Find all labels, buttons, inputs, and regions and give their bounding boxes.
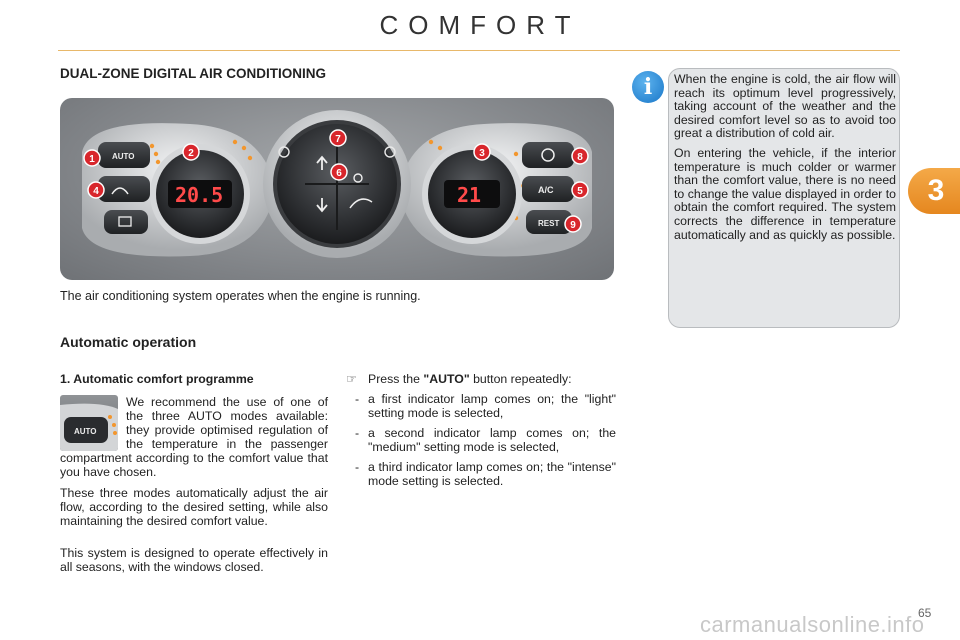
recirculation-button[interactable] bbox=[522, 142, 574, 168]
rest-button-label: REST bbox=[538, 219, 560, 228]
callout-9: 9 bbox=[570, 220, 576, 231]
auto-button-thumbnail bbox=[60, 395, 118, 451]
callout-4: 4 bbox=[93, 186, 99, 197]
right-column bbox=[346, 372, 616, 494]
right-temperature-display: 21 bbox=[457, 183, 482, 207]
callout-5: 5 bbox=[577, 186, 583, 197]
callout-6: 6 bbox=[336, 168, 342, 179]
section-title: DUAL-ZONE DIGITAL AIR CONDITIONING bbox=[60, 66, 326, 81]
thumbnail-auto-label: AUTO bbox=[74, 427, 97, 436]
callout-1: 1 bbox=[89, 154, 95, 165]
info-paragraph-entering-vehicle: On entering the vehicle, if the interior temperature is much colder or warmer than the comfort value, there is no need to change the value displayed in order to obtain the comfort required. The system corrects the difference in temperature automatically and as quickly as possible. bbox=[674, 145, 896, 242]
info-icon: i bbox=[632, 71, 664, 103]
header-divider bbox=[58, 50, 900, 51]
list-item: - a third indicator lamp comes on; the "intense" mode setting is selected. bbox=[354, 460, 616, 488]
info-paragraph-cold-engine: When the engine is cold, the air flow will reach its optimum level progressively, taking account of the weather and the desired comfort level so as to avoid too great a distribution of cold air. bbox=[674, 72, 896, 141]
page-number: 65 bbox=[918, 606, 932, 620]
control-panel-illustration bbox=[60, 98, 614, 280]
callout-3: 3 bbox=[479, 148, 485, 159]
list-item: - a second indicator lamp comes on; the "medium" setting mode is selected, bbox=[354, 426, 616, 454]
automatic-operation-title: Automatic operation bbox=[60, 334, 197, 350]
instruction-pre: Press the bbox=[368, 372, 424, 386]
instruction-auto-bold: "AUTO" bbox=[423, 372, 470, 386]
mode-list bbox=[346, 392, 616, 488]
ac-button-label: A/C bbox=[538, 185, 554, 195]
callout-8: 8 bbox=[577, 152, 583, 163]
intro-text: The air conditioning system operates when the engine is running. bbox=[60, 289, 421, 303]
control-panel-image bbox=[60, 98, 614, 280]
page-title: COMFORT bbox=[379, 10, 581, 40]
list-item: - a first indicator lamp comes on; the "light" setting mode is selected, bbox=[354, 392, 616, 420]
paragraph-auto-adjust: These three modes automatically adjust the air flow, according to the desired setting, while also maintaining the desired comfort value. bbox=[60, 486, 328, 528]
auto-button-left-label: AUTO bbox=[112, 152, 135, 161]
rear-demist-button[interactable] bbox=[104, 210, 148, 234]
watermark: carmanualsonline.info bbox=[700, 612, 925, 637]
left-column bbox=[60, 372, 328, 581]
left-temperature-display: 20.5 bbox=[175, 183, 224, 207]
paragraph-seasons: This system is designed to operate effectively in all seasons, with the windows closed. bbox=[60, 546, 328, 574]
info-text bbox=[674, 73, 896, 248]
paragraph-auto-modes: We recommend the use of one of the three AUTO modes available: they provide optimised regulation of the temperature in the passenger compartment according to the comfort value that you have chosen. bbox=[60, 395, 328, 479]
instruction-post: button repeatedly: bbox=[469, 372, 572, 386]
pointing-hand-icon: ☞ bbox=[346, 372, 358, 386]
callout-2: 2 bbox=[188, 148, 194, 159]
press-auto-instruction bbox=[346, 372, 616, 386]
programme-title: 1. Automatic comfort programme bbox=[60, 372, 254, 386]
callout-7: 7 bbox=[335, 134, 341, 145]
chapter-tab[interactable]: 3 bbox=[908, 168, 960, 214]
